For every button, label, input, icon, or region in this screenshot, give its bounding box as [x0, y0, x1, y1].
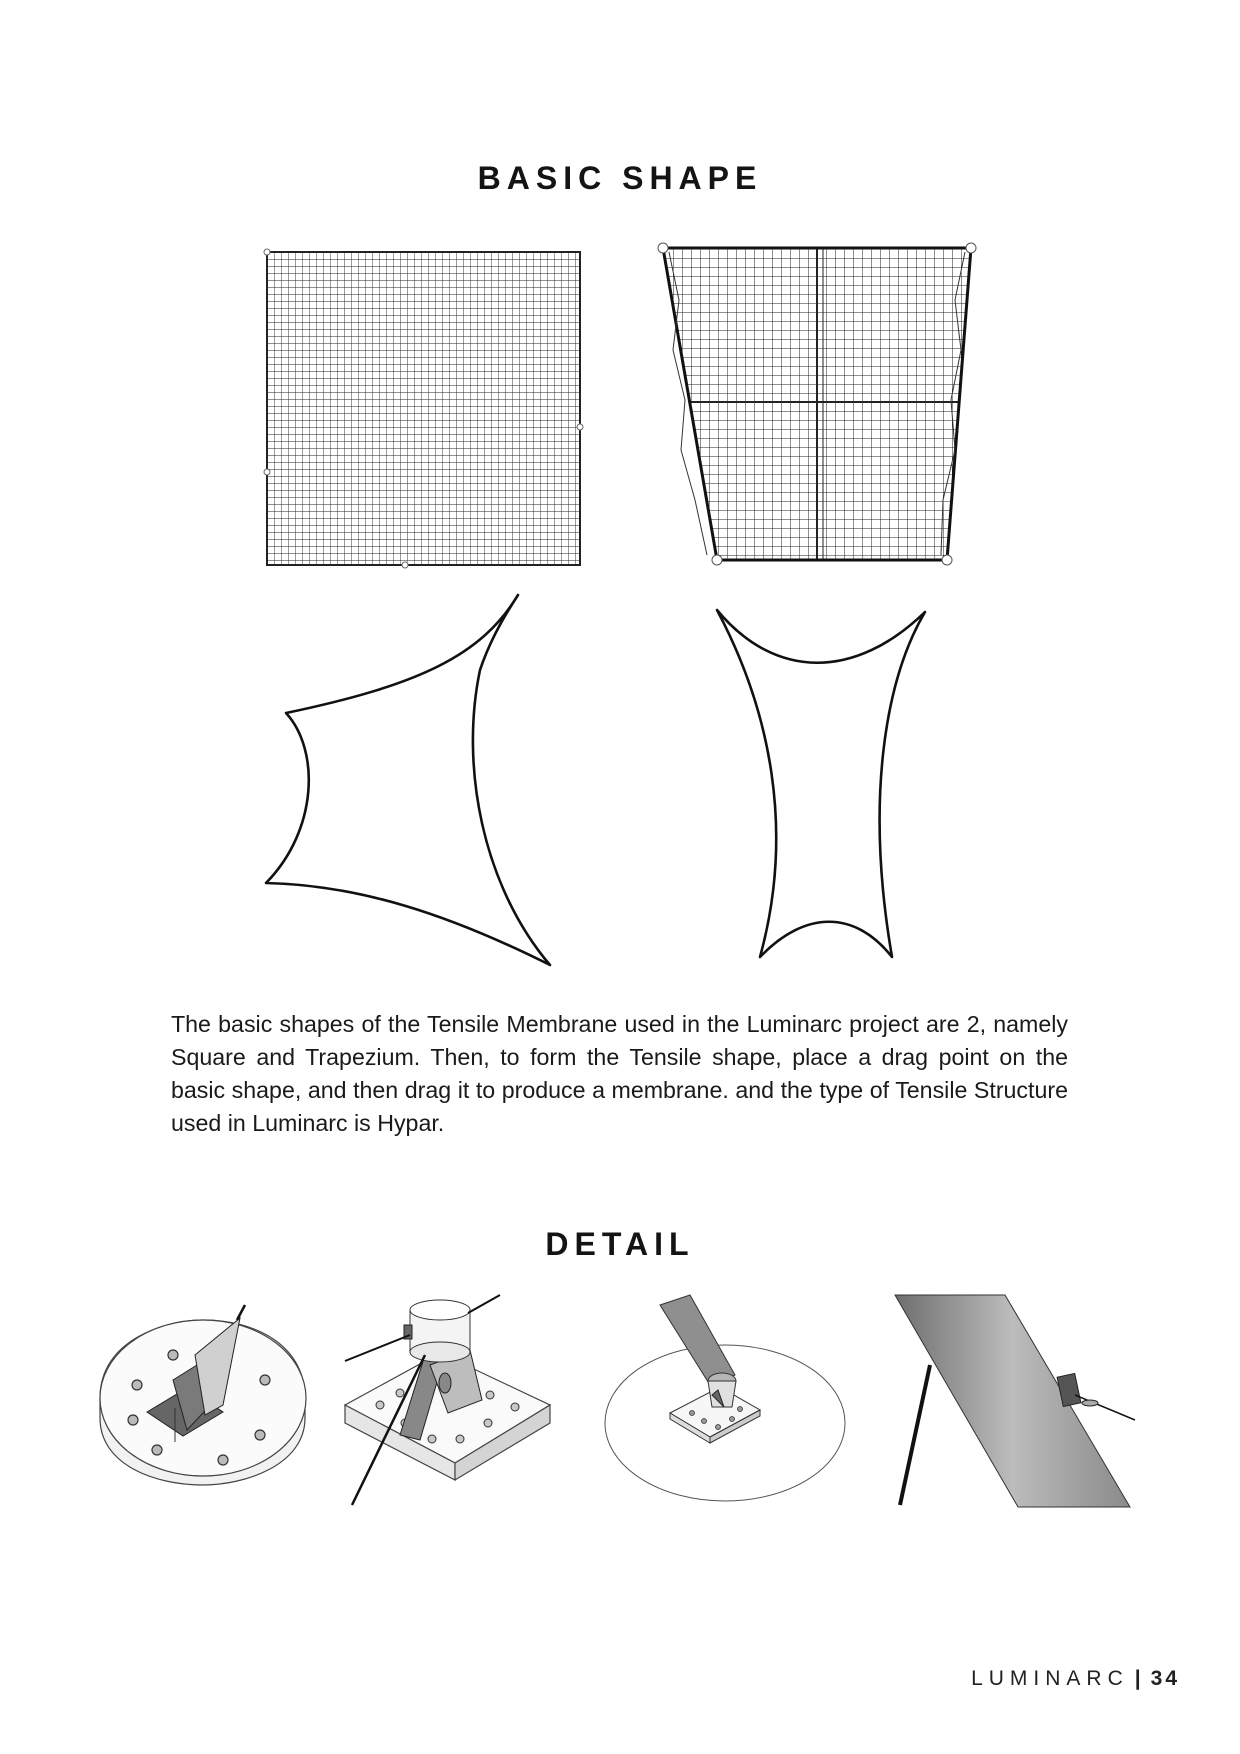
trapezium-hypar-membrane-figure	[705, 600, 955, 970]
trapezium-grid-figure	[655, 240, 985, 570]
page-number: 34	[1150, 1667, 1180, 1690]
detail-inclined-mast-with-clamp	[890, 1295, 1140, 1515]
square-grid-figure	[260, 245, 590, 570]
footer-separator: |	[1134, 1667, 1141, 1690]
page-footer	[971, 1667, 1180, 1691]
square-hypar-membrane-figure	[250, 585, 570, 970]
footer-brand: LUMINARC	[971, 1667, 1129, 1690]
detail-mast-base-plate	[340, 1295, 555, 1510]
detail-circular-base-plate	[95, 1300, 310, 1500]
detail-heading: DETAIL	[545, 1226, 695, 1262]
detail-mast-foot-on-ground	[600, 1295, 850, 1510]
basic-shape-heading: BASIC SHAPE	[477, 160, 763, 196]
description-paragraph: The basic shapes of the Tensile Membrane used in the Luminarc project are 2, namely Square and Trapezium. Then, to form the Tensile shape, place a drag point on the basic shape, and then drag it to produce a membrane. and the type of Tensile Structure used in Luminarc is Hypar.	[171, 1011, 1068, 1136]
